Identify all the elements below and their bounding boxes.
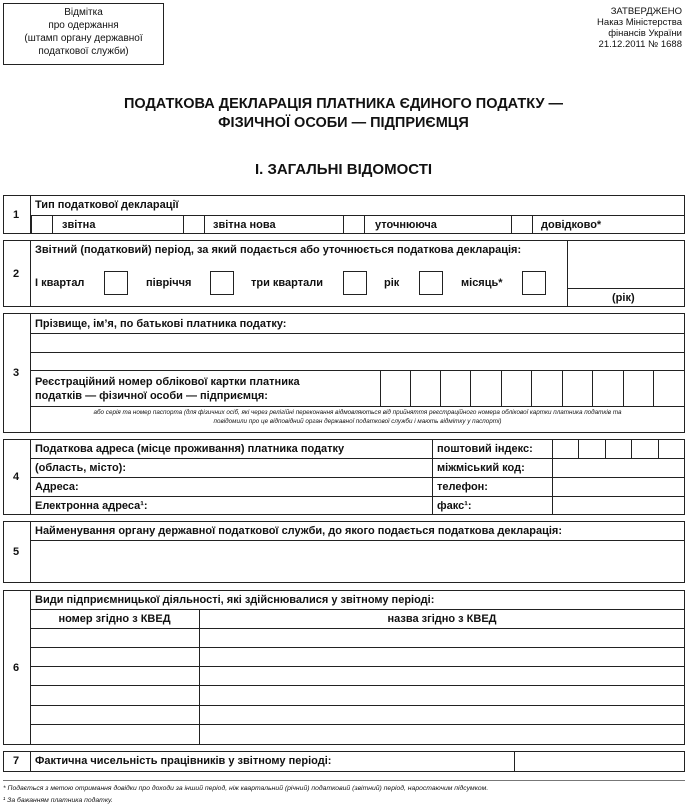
stamp-line: (штамп органу державної (24, 33, 143, 44)
row2-number: 2 (12, 268, 20, 280)
activities-table-body[interactable] (31, 629, 685, 745)
address-label: Адреса: (35, 481, 79, 493)
kved-number-header: номер згідно з КВЕД (58, 613, 171, 625)
approval-line: фінансів України (608, 28, 682, 39)
row1-number: 1 (12, 209, 20, 221)
email-label: Електронна адреса¹: (35, 500, 148, 512)
region-city-label: (область, місто): (35, 462, 126, 474)
declaration-type-label: Тип податкової декларації (35, 199, 179, 211)
period-year-checkbox[interactable] (419, 271, 443, 295)
postal-code-cells[interactable] (552, 439, 685, 458)
approval-line: Наказ Міністерства (597, 17, 682, 28)
passport-note-line2: повідомили про це відповідний орган державної податкової служби і мають відмітку у паспорті) (213, 418, 502, 425)
receipt-stamp-box (3, 3, 164, 65)
row7-number: 7 (12, 755, 20, 767)
reg-number-label-line2: податків — фізичної особи — підприємця: (35, 390, 268, 402)
type-checkbox-regular[interactable] (31, 215, 53, 234)
tax-authority-label: Найменування органу державної податкової служби, до якого подається податкова декларація: (35, 525, 563, 537)
reg-number-label-line1: Реєстраційний номер облікової картки платника (35, 376, 300, 388)
stamp-line: податкової служби) (38, 46, 129, 57)
type-option-clarifying: уточнююча (375, 219, 437, 231)
type-checkbox-clarifying[interactable] (343, 215, 365, 234)
section-title: І. ЗАГАЛЬНІ ВІДОМОСТІ (254, 161, 433, 178)
type-checkbox-reference[interactable] (511, 215, 533, 234)
period-year: рік (384, 277, 400, 289)
document-title-line1: ПОДАТКОВА ДЕКЛАРАЦІЯ ПЛАТНИКА ЄДИНОГО ПОДАТКУ — (123, 96, 564, 112)
type-checkbox-new[interactable] (183, 215, 205, 234)
period-month: місяць* (461, 277, 503, 289)
row3-number: 3 (12, 367, 20, 379)
stamp-line: про одержання (48, 20, 119, 31)
activities-label: Види підприємницької діяльності, які здійснювалися у звітному періоді: (35, 594, 435, 606)
tax-authority-input[interactable] (31, 541, 685, 583)
approval-line: 21.12.2011 № 1688 (598, 39, 682, 50)
email-input[interactable] (160, 497, 432, 515)
kved-name-header: назва згідно з КВЕД (387, 613, 497, 625)
period-q1-checkbox[interactable] (104, 271, 128, 295)
employees-count-input[interactable] (515, 752, 685, 772)
full-name-label: Прізвище, ім’я, по батькові платника податку: (35, 318, 287, 330)
row6-number: 6 (12, 662, 20, 674)
employees-label: Фактична чисельність працівників у звітному періоді: (35, 755, 332, 767)
period-three-quarters-checkbox[interactable] (343, 271, 367, 295)
footnote-reference: * Подається з метою отримання довідки про доходи за інший період, ніж квартальний (річний) податковий (звітний) період, наростаючим підсумком. (3, 785, 489, 792)
footnote-optional: ¹ За бажанням платника податку. (3, 797, 113, 804)
document-title-line2: ФІЗИЧНОЇ ОСОБИ — ПІДПРИЄМЦЯ (218, 115, 469, 131)
full-name-input-line2[interactable] (31, 353, 685, 370)
city-code-label: міжміський код: (437, 462, 525, 474)
address-input[interactable] (100, 478, 432, 496)
row4-number: 4 (12, 471, 20, 483)
phone-label: телефон: (437, 481, 488, 493)
tax-address-label: Податкова адреса (місце проживання) платника податку (35, 443, 345, 455)
phone-input[interactable] (553, 478, 685, 496)
postal-code-label: поштовий індекс: (437, 443, 533, 455)
fax-input[interactable] (553, 497, 685, 515)
type-option-new: звітна нова (213, 219, 276, 231)
type-option-regular: звітна (62, 219, 96, 231)
fax-label: факс¹: (437, 500, 472, 512)
approval-block (532, 6, 682, 50)
approval-line: ЗАТВЕРДЖЕНО (610, 6, 682, 17)
city-code-input[interactable] (553, 459, 685, 477)
period-month-checkbox[interactable] (522, 271, 546, 295)
stamp-line: Відмітка (64, 7, 103, 18)
region-city-input[interactable] (160, 459, 432, 477)
period-half-year: півріччя (146, 277, 192, 289)
year-caption: (рік) (612, 292, 635, 304)
period-q1: І квартал (35, 277, 85, 289)
period-label: Звітний (податковий) період, за який подається або уточнюється податкова декларація: (35, 244, 522, 256)
passport-note-line1: або серія та номер паспорта (для фізичних осіб, які через релігійні переконання відмовляються від прийняття реєстраційного номера облікової картки платника податків та (93, 409, 622, 416)
period-year-field[interactable] (568, 241, 685, 288)
reg-number-cells[interactable] (380, 370, 685, 406)
full-name-input-line1[interactable] (31, 334, 685, 352)
type-option-reference: довідково* (541, 219, 602, 231)
row5-number: 5 (12, 546, 20, 558)
period-three-quarters: три квартали (251, 277, 323, 289)
period-half-year-checkbox[interactable] (210, 271, 234, 295)
